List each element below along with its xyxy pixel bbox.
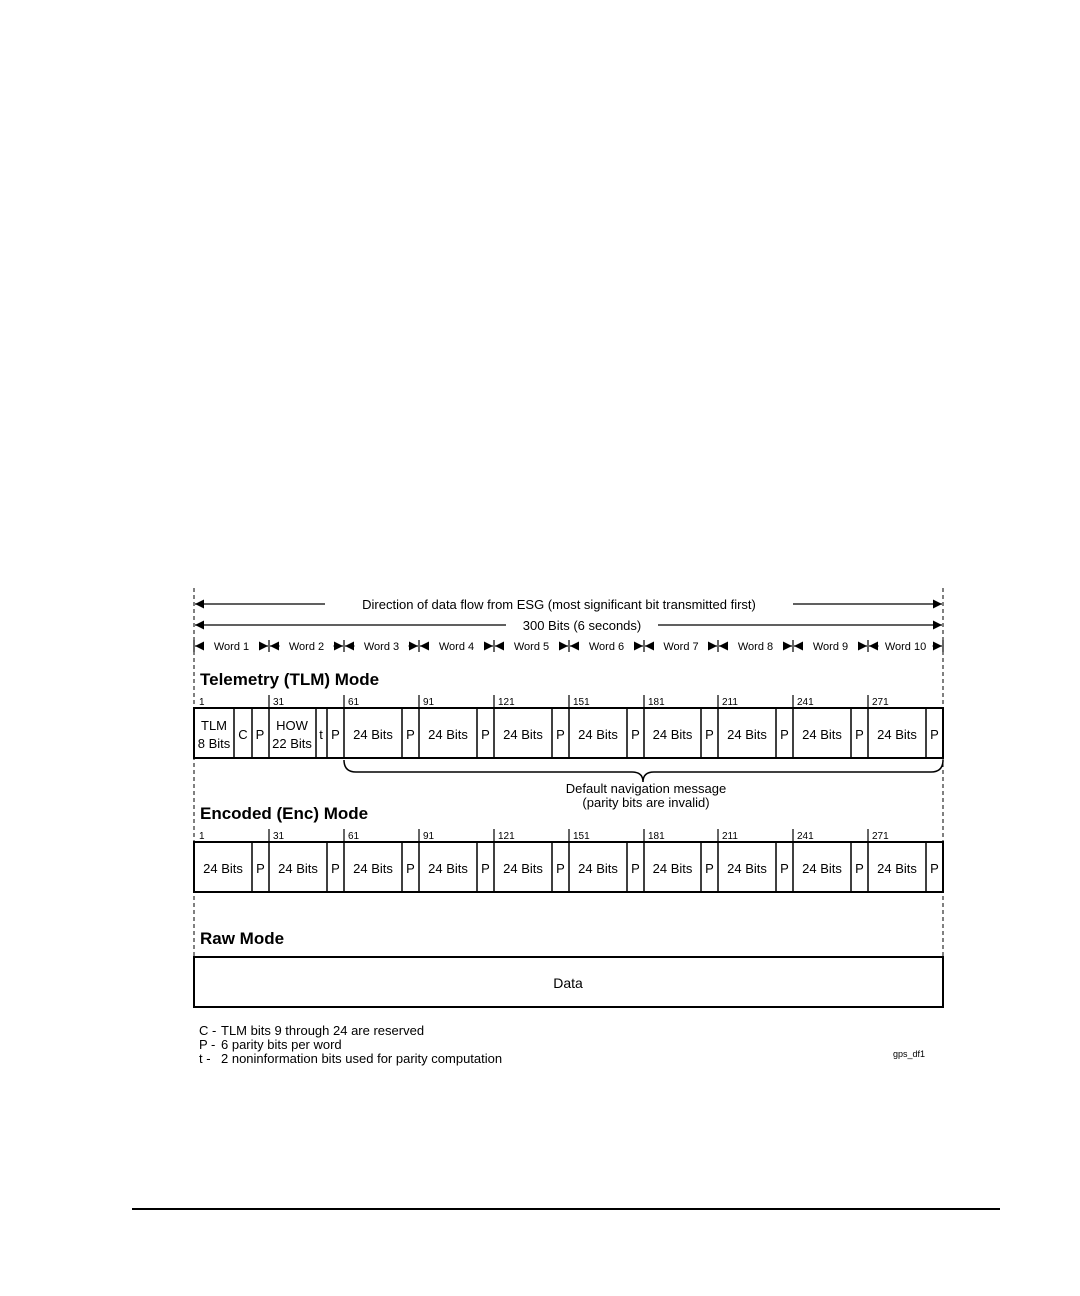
bit-number: 61	[348, 697, 360, 708]
data-bits-cell: 24 Bits	[278, 861, 318, 876]
data-bits-cell: 24 Bits	[428, 727, 468, 742]
raw-data-label: Data	[553, 975, 583, 991]
parity-cell: P	[855, 861, 864, 876]
tlm-field-bits: 8 Bits	[197, 736, 231, 751]
bit-number: 151	[573, 831, 590, 842]
page-footer-rule	[132, 1208, 1000, 1210]
tlm-mode-title: Telemetry (TLM) Mode	[200, 670, 380, 689]
bit-number: 61	[348, 831, 360, 842]
data-bits-cell: 24 Bits	[353, 861, 393, 876]
data-bits-cell: 24 Bits	[802, 861, 842, 876]
parity-cell: P	[331, 727, 340, 742]
word-label: Word 6	[588, 641, 625, 653]
data-bits-cell: 24 Bits	[503, 861, 543, 876]
parity-cell: P	[406, 861, 415, 876]
brace-label-line2: (parity bits are invalid)	[582, 795, 710, 810]
figure-id: gps_df1	[893, 1049, 926, 1059]
parity-cell: P	[481, 861, 490, 876]
parity-cell: P	[631, 861, 640, 876]
raw-mode-title: Raw Mode	[200, 929, 285, 948]
word-label: Word 4	[438, 641, 475, 653]
word-label: Word 7	[663, 641, 699, 653]
parity-cell: P	[556, 727, 565, 742]
bit-number: 1	[199, 697, 205, 708]
bit-number: 181	[648, 831, 665, 842]
bit-number: 91	[423, 831, 435, 842]
parity-cell: P	[930, 727, 939, 742]
word-label: Word 2	[288, 641, 325, 653]
how-field-bits: 22 Bits	[272, 736, 312, 751]
data-bits-cell: 24 Bits	[877, 727, 917, 742]
parity-cell: P	[855, 727, 864, 742]
tlm-cells	[256, 727, 939, 742]
direction-label: Direction of data flow from ESG (most significant bit transmitted first)	[362, 597, 756, 612]
bit-number: 1	[199, 831, 205, 842]
data-bits-cell: 24 Bits	[802, 727, 842, 742]
data-bits-cell: 24 Bits	[203, 861, 243, 876]
default-message-brace	[344, 760, 943, 782]
legend-key-p: P -	[199, 1037, 216, 1052]
how-field-label: HOW	[276, 718, 308, 733]
parity-cell: P	[930, 861, 939, 876]
bit-number: 241	[797, 831, 814, 842]
tlm-frame-row	[194, 708, 943, 758]
data-bits-cell: 24 Bits	[727, 861, 767, 876]
parity-cell: P	[705, 727, 714, 742]
enc-frame-row	[194, 842, 943, 892]
parity-cell: P	[705, 861, 714, 876]
data-bits-cell: 24 Bits	[578, 727, 618, 742]
word-label: Word 10	[884, 641, 927, 653]
bit-number: 211	[722, 831, 738, 842]
parity-cell: P	[256, 861, 265, 876]
word-label: Word 3	[363, 641, 400, 653]
legend-key-c: C -	[199, 1023, 217, 1038]
bit-number: 151	[573, 697, 590, 708]
enc-mode-title: Encoded (Enc) Mode	[200, 804, 369, 823]
bit-number: 31	[273, 831, 285, 842]
bit-number: 181	[648, 697, 665, 708]
t-field-label: t	[319, 727, 323, 742]
data-bits-cell: 24 Bits	[428, 861, 468, 876]
parity-cell: P	[406, 727, 415, 742]
bit-number: 91	[423, 697, 435, 708]
tlm-field-label: TLM	[201, 718, 227, 733]
word-label: Word 8	[737, 641, 774, 653]
word-label: Word 9	[812, 641, 849, 653]
data-bits-cell: 24 Bits	[652, 727, 693, 742]
bit-number: 121	[498, 697, 515, 708]
data-bits-cell: 24 Bits	[578, 861, 618, 876]
word-label: Word 5	[513, 641, 550, 653]
data-bits-cell: 24 Bits	[877, 861, 917, 876]
parity-cell: P	[255, 727, 265, 742]
total-bits-label: 300 Bits (6 seconds)	[522, 618, 642, 633]
brace-label-line1: Default navigation message	[565, 781, 727, 796]
legend-text-p: 6 parity bits per word	[221, 1037, 342, 1052]
data-bits-cell: 24 Bits	[353, 727, 393, 742]
bit-number: 241	[797, 697, 814, 708]
parity-cell: P	[331, 861, 340, 876]
parity-cell: P	[780, 861, 789, 876]
word-label: Word 1	[213, 641, 250, 653]
legend	[199, 1023, 502, 1066]
bit-number: 121	[498, 831, 515, 842]
data-bits-cell: 24 Bits	[503, 727, 543, 742]
c-field-label: C	[238, 727, 248, 742]
legend-key-t: t -	[199, 1051, 211, 1066]
data-bits-cell: 24 Bits	[727, 727, 767, 742]
bit-number: 271	[872, 831, 889, 842]
bit-number: 271	[872, 697, 889, 708]
parity-cell: P	[556, 861, 565, 876]
parity-cell: P	[481, 727, 490, 742]
legend-text-c: TLM bits 9 through 24 are reserved	[221, 1023, 425, 1038]
data-bits-cell: 24 Bits	[652, 861, 693, 876]
bit-number: 31	[273, 697, 285, 708]
parity-cell: P	[631, 727, 640, 742]
parity-cell: P	[780, 727, 789, 742]
bit-number: 211	[722, 697, 738, 708]
legend-text-t: 2 noninformation bits used for parity computation	[221, 1051, 503, 1066]
word-spans	[194, 640, 943, 653]
